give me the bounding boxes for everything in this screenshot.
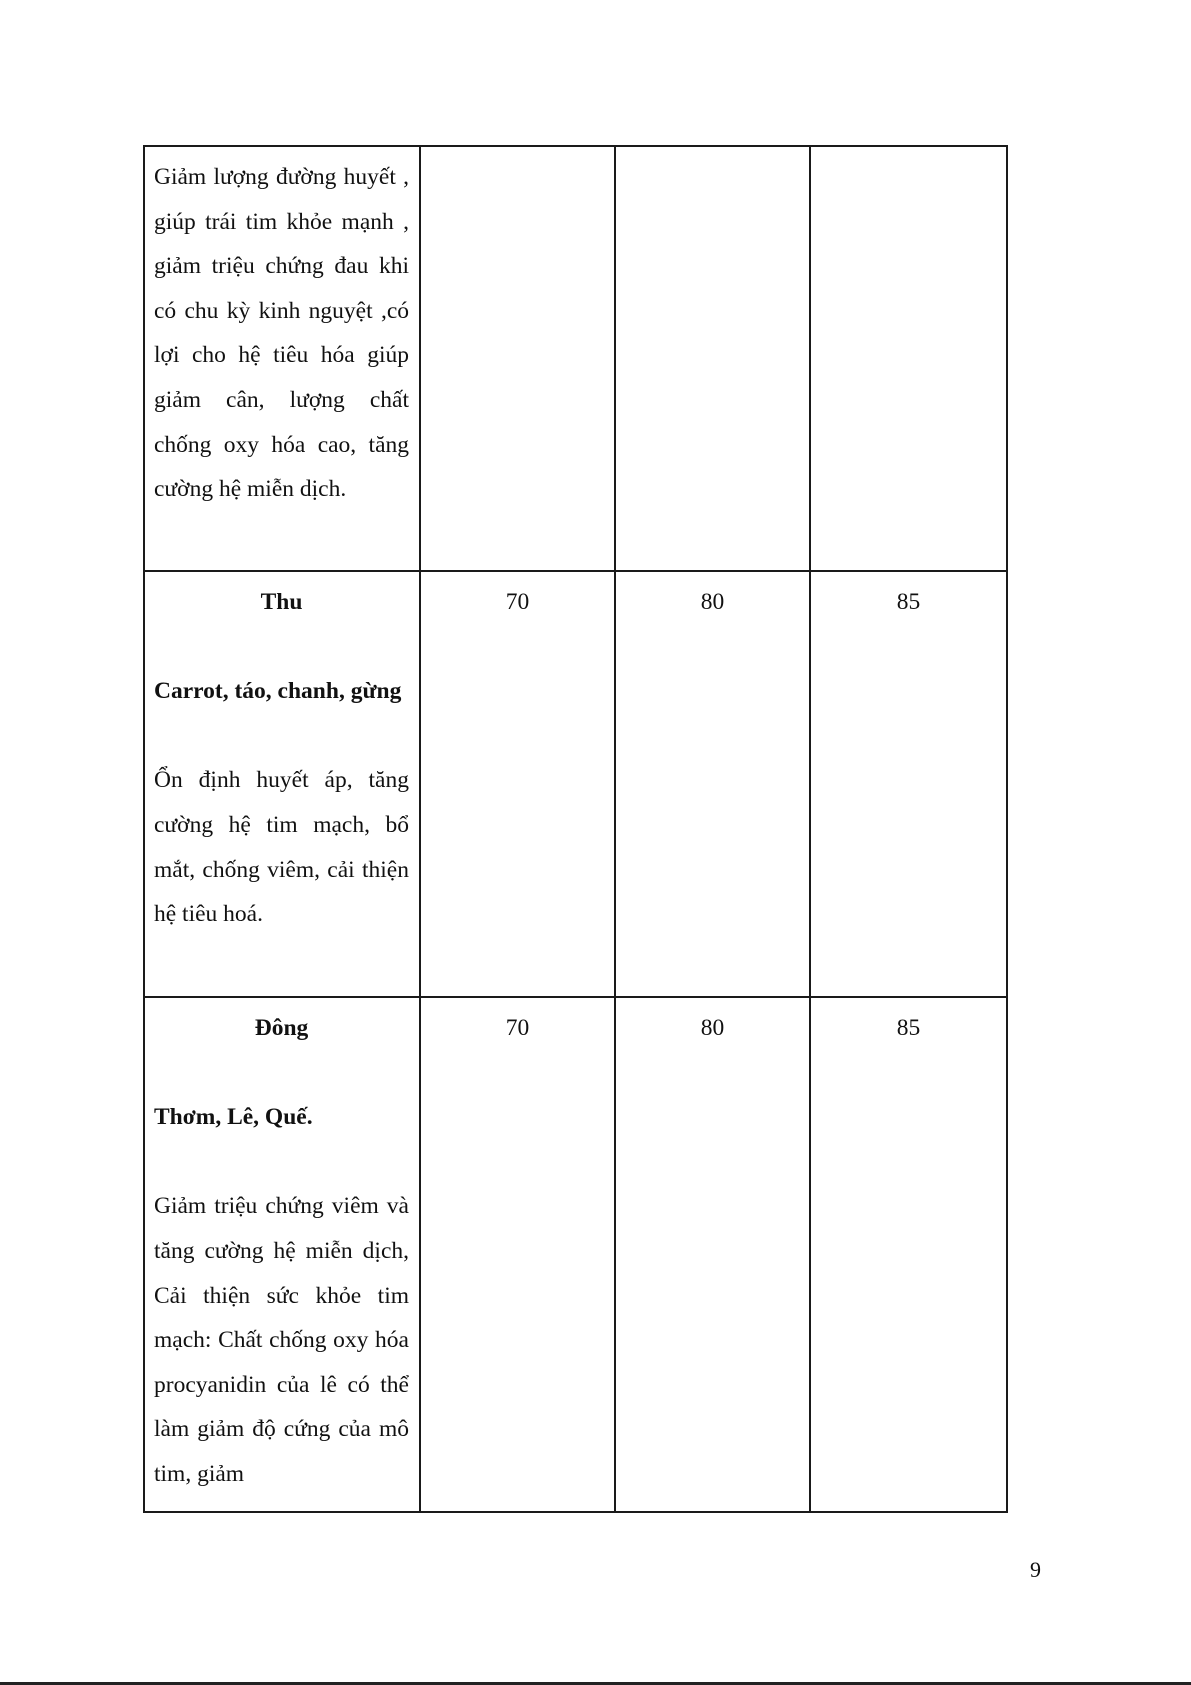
benefit-text: Giảm lượng đường huyết , giúp trái tim khỏe mạnh , giảm triệu chứng đau khi có chu kỳ kinh nguyệt ,có lợi cho hệ tiêu hóa giúp giảm cân, lượng chất chống oxy hóa cao, tăng cường hệ miễn dịch. bbox=[154, 164, 409, 503]
spacer bbox=[154, 714, 409, 759]
benefit-text: Giảm triệu chứng viêm và tăng cường hệ miễn dịch, Cải thiện sức khỏe tim mạch: Chất chống oxy hóa procyanidin của lê có thể làm giảm độ cứng của mô tim, giảm bbox=[154, 1193, 409, 1487]
value-cell: 85 bbox=[810, 571, 1007, 997]
fruit-list: Thơm, Lê, Quế. bbox=[154, 1104, 313, 1131]
description-cell bbox=[144, 571, 420, 997]
value-cell: 85 bbox=[810, 997, 1007, 1512]
value-cell: 80 bbox=[615, 997, 810, 1512]
value-cell bbox=[810, 146, 1007, 571]
fruit-list: Carrot, táo, chanh, gừng bbox=[154, 678, 402, 705]
value-cell: 70 bbox=[420, 997, 615, 1512]
value-cell bbox=[615, 146, 810, 571]
spacer bbox=[154, 625, 409, 670]
description-cell bbox=[144, 146, 420, 571]
season-title: Thu bbox=[260, 589, 303, 615]
value-cell: 80 bbox=[615, 571, 810, 997]
spacer bbox=[154, 1140, 409, 1185]
table-row bbox=[144, 997, 1007, 1512]
description-cell bbox=[144, 997, 420, 1512]
page-number: 9 bbox=[1030, 1557, 1041, 1582]
value-cell: 70 bbox=[420, 571, 615, 997]
data-table bbox=[143, 145, 1008, 1513]
season-title: Đông bbox=[254, 1015, 309, 1041]
value-cell bbox=[420, 146, 615, 571]
benefit-text: Ổn định huyết áp, tăng cường hệ tim mạch, bổ mắt, chống viêm, cải thiện hệ tiêu hoá. bbox=[154, 767, 409, 928]
spacer bbox=[154, 1051, 409, 1096]
table-row bbox=[144, 146, 1007, 571]
table-row bbox=[144, 571, 1007, 997]
